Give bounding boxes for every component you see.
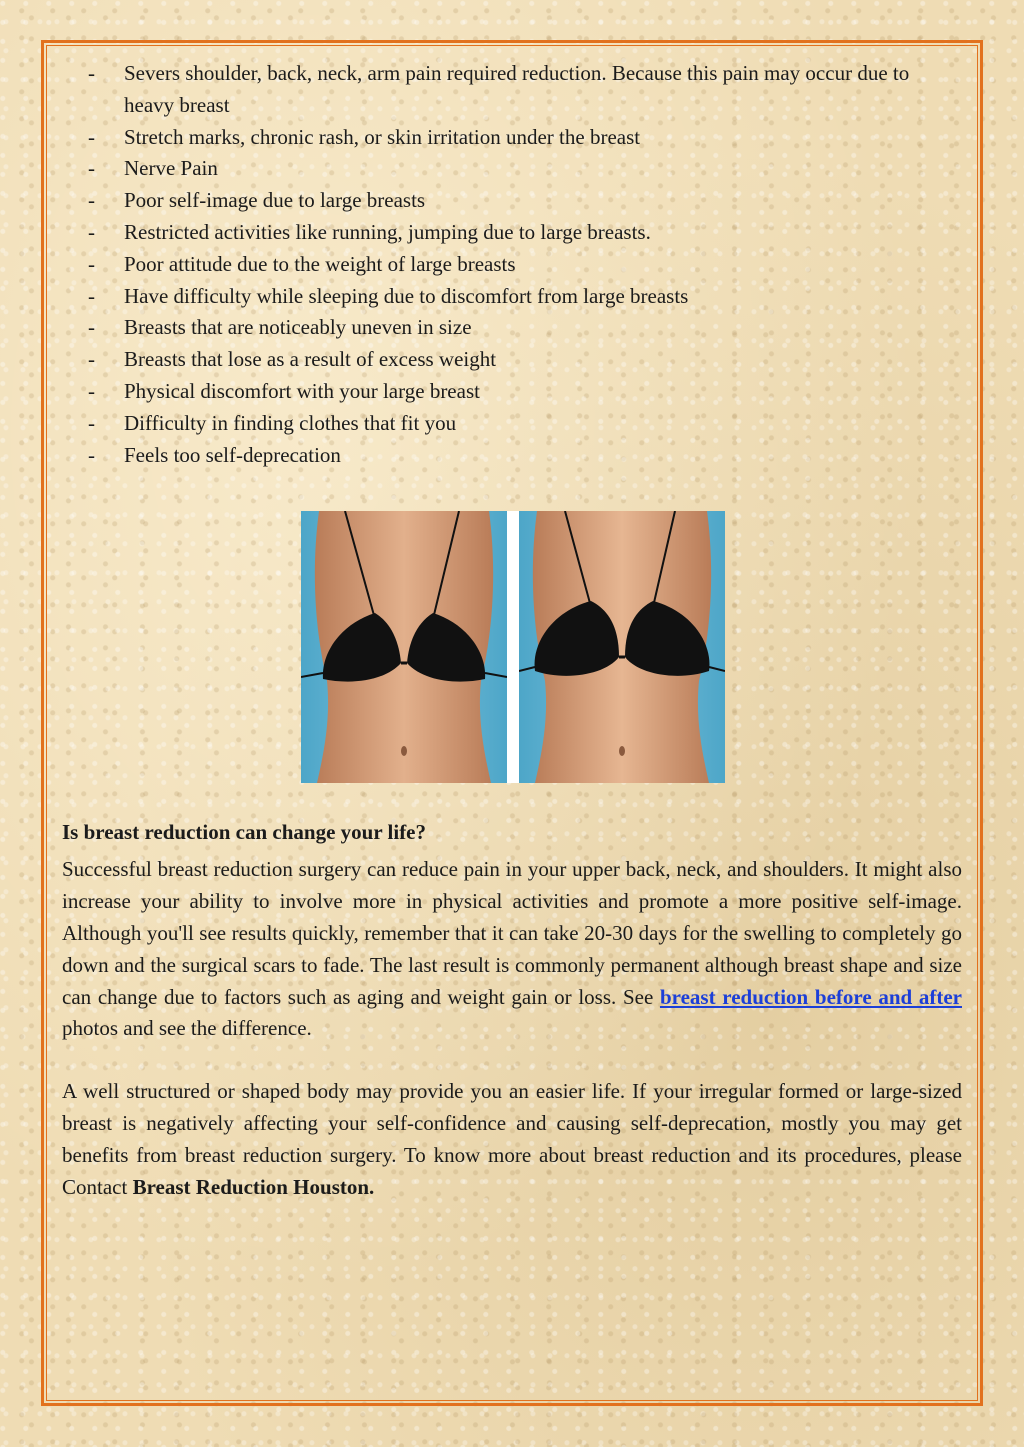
list-item [62, 344, 962, 376]
list-item-text: Breasts that are noticeably uneven in size [124, 315, 472, 340]
section-heading: Is breast reduction can change your life? [62, 820, 427, 845]
before-after-link[interactable]: breast reduction before and after [659, 984, 962, 1009]
before-after-figure [301, 511, 725, 783]
list-item [62, 217, 962, 249]
list-dash: - [88, 410, 95, 435]
list-dash: - [88, 442, 95, 467]
list-dash: - [88, 124, 95, 149]
paragraph-text: A well structured or shaped body may provide you an easier life. If your irregular formed or large-sized breast is negatively affecting your self-confidence and causing self-deprecation, mostly you may get benefits from breast reduction surgery. To know more about breast reduction and its procedures, please Contact [62, 1079, 962, 1199]
list-dash: - [88, 156, 95, 181]
list-item [62, 281, 962, 313]
list-item-text: Stretch marks, chronic rash, or skin irritation under the breast [124, 124, 641, 149]
list-item [62, 376, 962, 408]
paragraph-text: Successful breast reduction surgery can reduce pain in your upper back, neck, and shoulders. It might also increase your ability to involve more in physical activities and promote a more positive self-image. Although you'll see results quickly, remember that it can take 20-30 days for the swelling to completely go down and the surgical scars to fade. The last result is commonly permanent although breast shape and size can change due to factors such as aging and weight gain or loss. See [62, 857, 962, 1009]
after-photo [519, 511, 725, 783]
list-item [62, 249, 962, 281]
paragraph-text: photos and see the difference. [62, 1016, 312, 1041]
list-dash: - [88, 283, 95, 308]
list-item [62, 440, 962, 472]
list-item-text: Restricted activities like running, jumping due to large breasts. [124, 219, 651, 244]
list-dash: - [88, 61, 95, 85]
list-item-text: Have difficulty while sleeping due to discomfort from large breasts [124, 283, 689, 308]
list-item [62, 153, 962, 185]
list-item [62, 408, 962, 440]
list-item-text: Poor self-image due to large breasts [124, 188, 426, 213]
body-paragraph-2 [62, 1076, 962, 1203]
list-item-text: Severs shoulder, back, neck, arm pain required reduction. Because this pain may occur due to heavy breast [124, 61, 910, 117]
list-dash: - [88, 378, 95, 403]
list-item [62, 312, 962, 344]
list-item-text: Poor attitude due to the weight of large breasts [124, 251, 516, 276]
list-item-text: Physical discomfort with your large breast [124, 378, 480, 403]
list-item [62, 122, 962, 154]
list-dash: - [88, 347, 95, 372]
list-item-text: Difficulty in finding clothes that fit you [124, 410, 457, 435]
list-item-text: Feels too self-deprecation [124, 442, 341, 467]
list-dash: - [88, 251, 95, 276]
list-item-text: Breasts that lose as a result of excess weight [124, 347, 497, 372]
page-content [62, 58, 962, 1203]
list-dash: - [88, 188, 95, 213]
list-dash: - [88, 315, 95, 340]
list-dash: - [88, 219, 95, 244]
list-item-text: Nerve Pain [124, 156, 218, 181]
list-item [62, 185, 962, 217]
list-item [62, 58, 962, 122]
after-photo-illustration [519, 511, 725, 783]
reasons-list [62, 58, 962, 471]
body-paragraph-1 [62, 854, 962, 1045]
contact-name: Breast Reduction Houston. [132, 1174, 375, 1199]
before-photo [301, 511, 507, 783]
before-photo-illustration [301, 511, 507, 783]
